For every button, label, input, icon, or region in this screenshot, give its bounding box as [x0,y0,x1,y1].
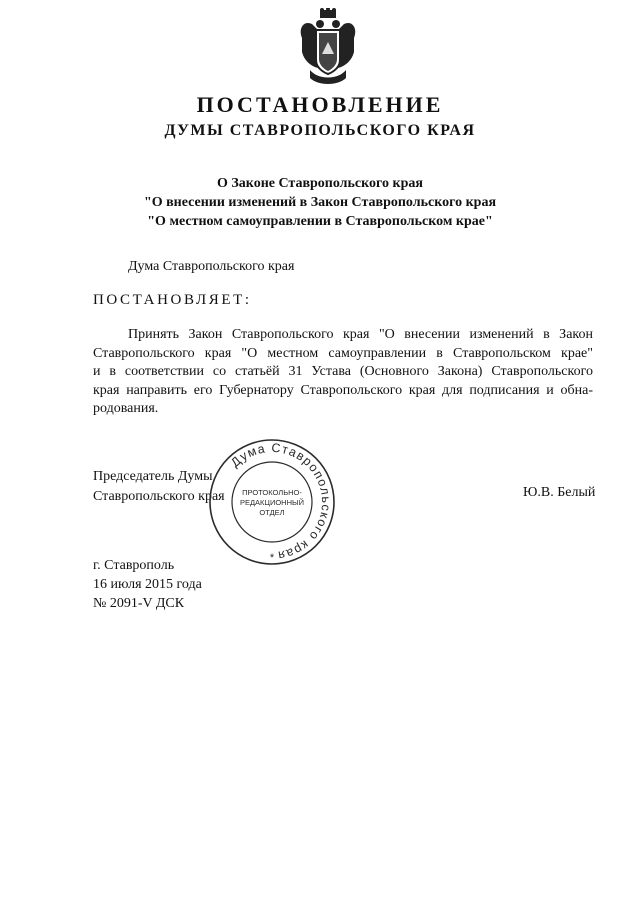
issuer: Дума Ставропольского края [128,259,295,274]
footer-date: 16 июля 2015 года [93,577,202,592]
footer-city: г. Ставрополь [93,558,175,573]
signatory-name: Ю.В. Белый [523,485,596,500]
stamp-center-line: РЕДАКЦИОННЫЙ [239,498,305,507]
law-title-line: О Законе Ставропольского края [217,176,423,191]
stamp-seal [207,437,337,567]
stamp-center-line: ОТДЕЛ [259,508,285,517]
position-line: Ставропольского края [93,489,225,504]
law-title-line: "О местном самоуправлении в Ставропольском крае" [147,214,493,229]
document-subtitle: ДУМЫ СТАВРОПОЛЬСКОГО КРАЯ [164,122,476,139]
stamp-star: * [269,552,275,564]
resolution-paragraph [93,326,593,419]
paragraph-line: и в соответствии со статьёй 31 Устава (Основного Закона) Ставропольского [93,364,593,379]
paragraph-line: Ставропольского края "О местном самоуправлении в Ставропольском крае" [93,345,593,361]
stamp-ring-text: Дума Ставропольского края [228,440,334,563]
document-title: ПОСТАНОВЛЕНИЕ [196,92,444,117]
law-title-line: "О внесении изменений в Закон Ставропольского края [143,195,497,210]
document-footer [93,556,202,613]
law-title [0,174,640,231]
paragraph-line: родования. [93,401,159,416]
position-line: Председатель Думы [93,469,213,484]
stamp-center-line: ПРОТОКОЛЬНО- [242,488,302,497]
paragraph-line: края направить его Губернатору Ставропольского края для подписания и обна- [93,382,593,398]
footer-number: № 2091-V ДСК [93,596,185,611]
signatory-position [93,467,225,507]
resolves-heading: ПОСТАНОВЛЯЕТ: [93,292,252,308]
paragraph-line: Принять Закон Ставропольского края "О внесении изменений в Закон [128,327,593,342]
coat-of-arms-icon [296,8,360,88]
